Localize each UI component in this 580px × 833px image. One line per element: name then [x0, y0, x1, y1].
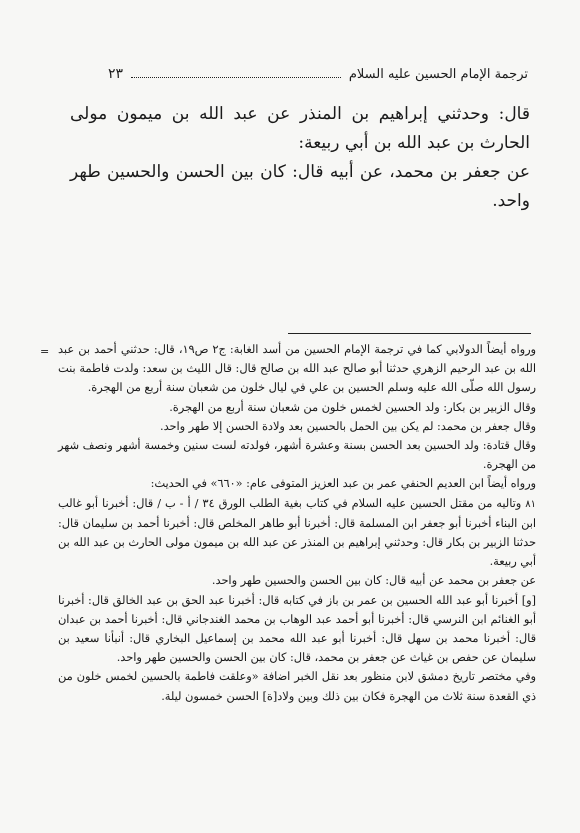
footnote-paragraph-9: وفي مختصر تاريخ دمشق لابن منظور بعد نقل الخبر اضافة «وعلقت فاطمة بالحسين لخمس خلون من ذي القعدة سنة ثلاث من الهجرة فكان بين ذلك وبين ولاد[ة] الحسن خمسون ليلة.: [58, 670, 536, 703]
footnote-section-marker: ٨١: [525, 498, 537, 510]
footnote-paragraph-2: وقال الزبير بن بكار: ولد الحسين لخمس خلون من شعبان سنة أربع من الهجرة.: [169, 400, 536, 414]
main-paragraph-1: قال: وحدثني إبراهيم بن المنذر عن عبد الله بن ميمون مولى الحارث بن عبد الله بن أبي ربيعة:: [70, 104, 530, 153]
footnotes: [58, 340, 536, 706]
footnote-paragraph-3: وقال جعفر بن محمد: لم يكن بين الحمل بالحسين بعد ولادة الحسن إلا طهر واحد.: [159, 419, 536, 433]
main-paragraph-2: عن جعفر بن محمد، عن أبيه قال: كان بين الحسن والحسين طهر واحد.: [70, 162, 530, 211]
footnote-paragraph-6: [58, 494, 536, 572]
footnote-paragraph-1: ورواه أيضاً الدولابي كما في ترجمة الإمام الحسين من أسد الغابة: ج٢ ص١٩، قال: حدثني أحمد بن عبد الله بن عبد الرحيم الزهري حدثنا أبو صالح عبد الله بن صالح قال: قال الليث بن سعد: ولدت فاطمة بنت رسول الله صلّى الله عليه وسلم الحسين بن علي في ليال خلون من شعبان سنة أربع من الهجرة.: [58, 343, 537, 395]
footnote-divider: [288, 333, 531, 334]
main-text: [70, 100, 530, 216]
header-title: ترجمة الإمام الحسين عليه السلام: [348, 67, 528, 82]
footnote-paragraph-7: عن جعفر بن محمد عن أبيه قال: كان بين الحسن والحسين طهر واحد.: [211, 574, 536, 588]
footnote-paragraph-4: وقال قتادة: ولد الحسين بعد الحسن بسنة وعشرة أشهر، فولدته لست سنين وخمسة أشهر ونصف شهر من الهجرة.: [58, 439, 536, 472]
footnote-continuation-marker: =: [40, 345, 50, 358]
running-header: [108, 66, 528, 82]
footnote-paragraph-6-text: وتاليه من مقتل الحسين عليه السلام في كتاب بغية الطلب الورق ٣٤ / أ - ب / قال: أخبرنا أبو غالب ابن البناء أخبرنا أبو جعفر ابن المسلمة قال: أخبرنا أبو طاهر المخلص قال: أخبرنا أحمد بن سليمان قال: حدثنا الزبير بن بكار قال: وحدثني إبراهيم بن المنذر عن عبد الله بن ميمون مولى الحارث بن عبد الله بن أبي ربيعة.: [58, 496, 536, 569]
header-dot-leader: [131, 77, 341, 78]
footnote-paragraph-5: ورواه أيضاً ابن العديم الحنفي عمر بن عبد العزيز المتوفى عام: «٦٦٠» في الحديث:: [150, 477, 536, 491]
page-number: ٢٣: [108, 66, 124, 82]
footnote-paragraph-8: [و] أخبرنا أبو عبد الله الحسين بن عمر بن باز في كتابه قال: أخبرنا عبد الحق بن عبد الخالق قال: أخبرنا أبو الغنائم ابن النرسي قال: أخبرنا أبو أحمد عبد الوهاب بن محمد الغندجاني قال: أخبرنا أحمد بن عبدان قال: أخبرنا محمد بن سهل قال: أخبرنا أبو عبد الله محمد بن إسماعيل البخاري قال: أنبأنا سعيد بن سليمان عن حفص بن غياث عن جعفر بن محمد، قال: كان بين الحسن والحسين طهر واحد.: [58, 593, 536, 665]
